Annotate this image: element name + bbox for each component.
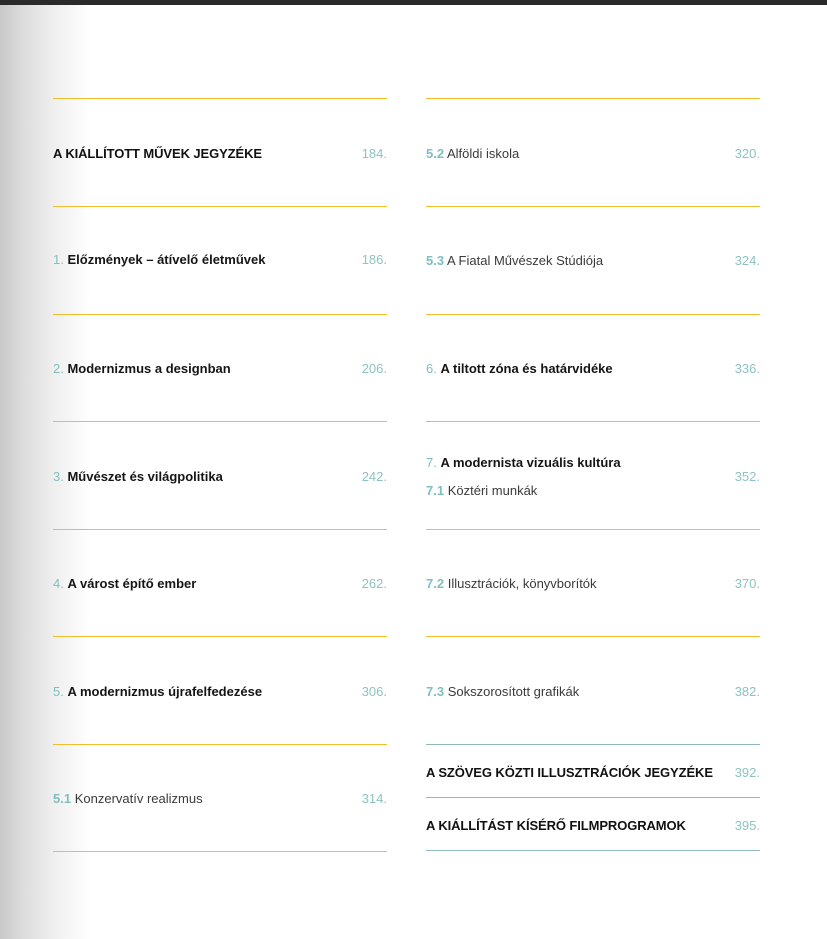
toc-page-number: 324.: [734, 253, 760, 268]
toc-section-number: 5.1: [53, 791, 72, 806]
toc-page-number: 382.: [734, 684, 760, 699]
toc-section-number: 5.2: [426, 146, 445, 161]
toc-page-number: 314.: [361, 791, 387, 806]
toc-page-number: 306.: [361, 684, 387, 699]
toc-entry-label: Sokszorosított grafikák: [447, 684, 580, 699]
toc-page-number: 184.: [361, 146, 387, 161]
divider: [53, 421, 387, 422]
toc-entry-label: A modernista vizuális kultúra: [440, 455, 621, 470]
toc-entry-6[interactable]: [426, 361, 760, 381]
toc-entry-2[interactable]: [53, 361, 387, 381]
toc-page-number: 262.: [361, 576, 387, 591]
divider: [426, 421, 760, 422]
toc-column-right: [426, 0, 760, 939]
toc-entry-label: A KIÁLLÍTOTT MŰVEK JEGYZÉKE: [53, 146, 262, 161]
toc-entry-label: Modernizmus a designban: [67, 361, 231, 376]
toc-page-number: 395.: [734, 818, 760, 833]
toc-section-number: 7.: [426, 455, 437, 470]
toc-section-number: 7.3: [426, 684, 445, 699]
toc-page-number: 352.: [734, 469, 760, 484]
toc-entry-label: Művészet és világpolitika: [67, 469, 223, 484]
toc-entry-illustrations-list[interactable]: [426, 765, 760, 785]
toc-entry-3[interactable]: [53, 469, 387, 489]
toc-entry-label: Előzmények – átívelő életművek: [67, 252, 266, 267]
toc-entry-5-3[interactable]: [426, 253, 760, 273]
toc-entry-artworks-list[interactable]: [53, 146, 387, 166]
divider: [53, 98, 387, 99]
divider: [53, 529, 387, 530]
toc-entry-film-programs[interactable]: [426, 818, 760, 838]
toc-page-number: 206.: [361, 361, 387, 376]
toc-entry-label: Illusztrációk, könyvborítók: [447, 576, 597, 591]
toc-entry-label: Alföldi iskola: [446, 146, 520, 161]
toc-section-number: 1.: [53, 252, 64, 267]
toc-page-number: 186.: [361, 252, 387, 267]
toc-entry-5-2[interactable]: [426, 146, 760, 166]
divider: [426, 206, 760, 207]
toc-column-left: [53, 0, 387, 939]
divider: [426, 636, 760, 637]
toc-section-number: 2.: [53, 361, 64, 376]
toc-page-number: 320.: [734, 146, 760, 161]
toc-entry-label: A KIÁLLÍTÁST KÍSÉRŐ FILMPROGRAMOK: [426, 818, 686, 833]
divider: [426, 744, 760, 745]
toc-entry-1[interactable]: [53, 252, 387, 272]
toc-entry-4[interactable]: [53, 576, 387, 596]
divider: [426, 797, 760, 798]
toc-entry-5-1[interactable]: [53, 791, 387, 811]
toc-entry-label: Köztéri munkák: [447, 483, 538, 498]
toc-subentry-7-1[interactable]: [426, 483, 726, 498]
toc-entry-label: Konzervatív realizmus: [74, 791, 203, 806]
toc-entry-7-2[interactable]: [426, 576, 760, 596]
toc-entry-label: A modernizmus újrafelfedezése: [67, 684, 263, 699]
divider: [53, 851, 387, 852]
toc-entry-label: A várost építő ember: [67, 576, 197, 591]
toc-section-number: 7.1: [426, 483, 445, 498]
toc-section-number: 6.: [426, 361, 437, 376]
toc-section-number: 5.: [53, 684, 64, 699]
toc-entry-label: A tiltott zóna és határvidéke: [440, 361, 613, 376]
toc-section-number: 5.3: [426, 253, 445, 268]
divider: [53, 744, 387, 745]
toc-page-number: 392.: [734, 765, 760, 780]
toc-entry-label: A Fiatal Művészek Stúdiója: [446, 253, 604, 268]
toc-entry-7-3[interactable]: [426, 684, 760, 704]
divider: [426, 314, 760, 315]
toc-section-number: 4.: [53, 576, 64, 591]
toc-section-number: 7.2: [426, 576, 445, 591]
divider: [426, 98, 760, 99]
toc-page-number: 242.: [361, 469, 387, 484]
divider: [53, 206, 387, 207]
toc-page-number: 336.: [734, 361, 760, 376]
toc-entry-7[interactable]: [426, 455, 760, 484]
divider: [53, 636, 387, 637]
divider: [426, 529, 760, 530]
divider: [426, 850, 760, 851]
divider: [53, 314, 387, 315]
toc-entry-5[interactable]: [53, 684, 387, 704]
toc-entry-label: A SZÖVEG KÖZTI ILLUSZTRÁCIÓK JEGYZÉKE: [426, 765, 713, 780]
toc-page-number: 370.: [734, 576, 760, 591]
toc-section-number: 3.: [53, 469, 64, 484]
